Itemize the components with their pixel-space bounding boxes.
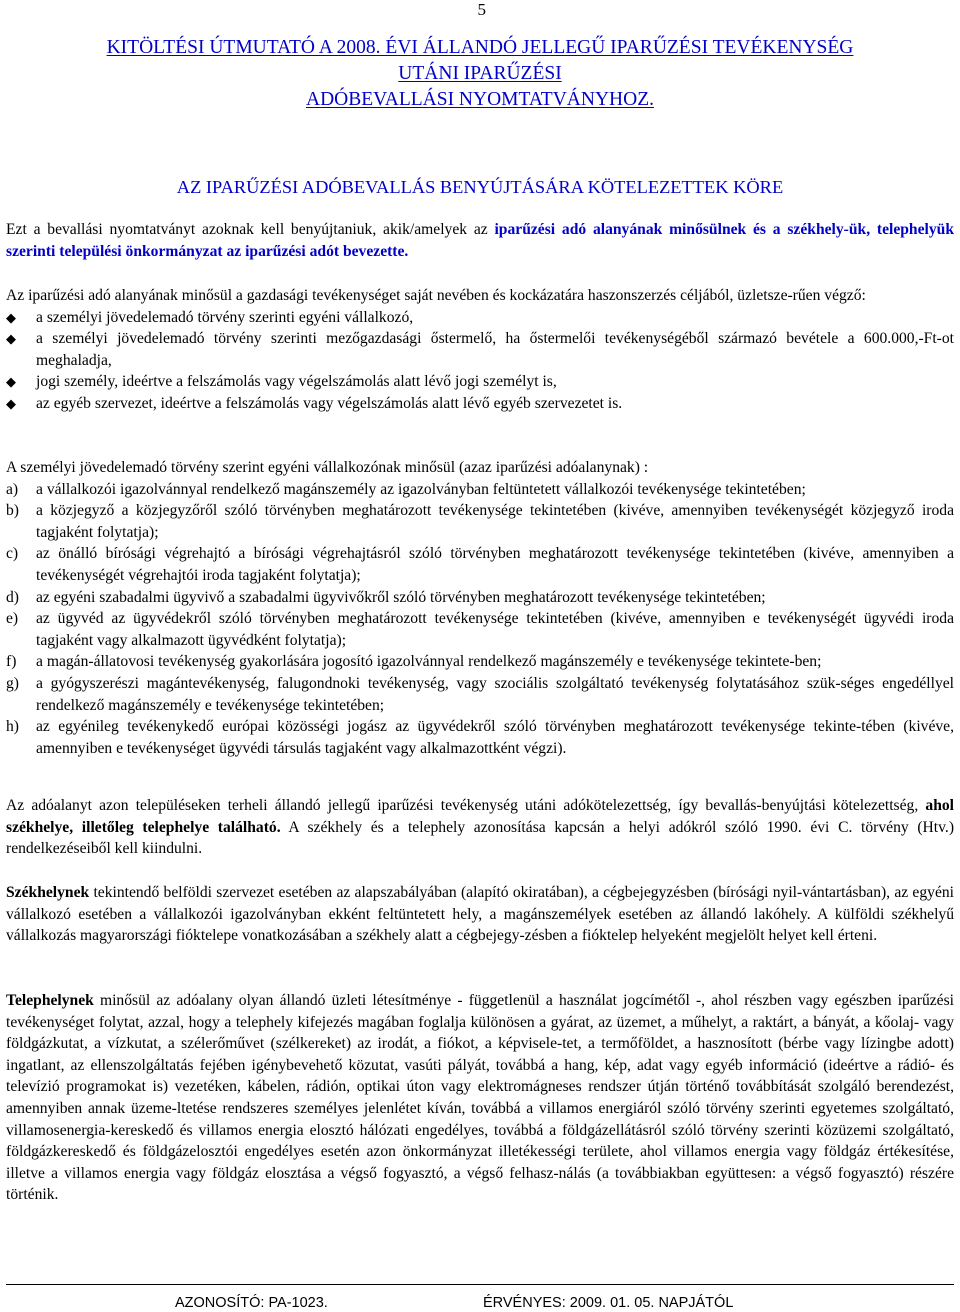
list-item	[6, 479, 954, 501]
list-item	[6, 608, 954, 651]
diamond-bullet-icon: ◆	[6, 331, 16, 347]
title-line-1: KITÖLTÉSI ÚTMUTATÓ A 2008. ÉVI ÁLLANDÓ JELLEGŰ IPARŰZÉSI TEVÉKENYSÉG	[106, 37, 854, 58]
bullet-item	[6, 307, 954, 329]
list-item	[6, 500, 954, 543]
diamond-bullet-icon: ◆	[6, 374, 16, 390]
item-label: f)	[6, 653, 17, 671]
section-heading: AZ IPARŰZÉSI ADÓBEVALLÁS BENYÚJTÁSÁRA KÖTELEZETTEK KÖRE	[176, 177, 784, 197]
obligation-bold: ahol székhelye, illetőleg telephelye található.	[6, 797, 954, 836]
bullet-text: jogi személy, ideértve a felszámolás vagy végelszámolás alatt lévő jogi személyt is,	[36, 373, 557, 391]
item-label: c)	[6, 545, 19, 563]
item-label: b)	[6, 502, 19, 520]
footer-divider	[6, 1284, 954, 1285]
sole-trader-intro: A személyi jövedelemadó törvény szerint egyéni vállalkozónak minősül (azaz iparűzési adóalanynak) :	[6, 459, 649, 476]
subject-bullet-list	[6, 307, 954, 415]
site-text: minősül az adóalany olyan állandó üzleti létesítménye - függetlenül a használat jogcímétől -, ahol részben vagy egészben iparűzési tevékenységet folytat, azzal, hogy a telephely kifejezés magában foglalja különösen a gyárat, az üzemet, a műhelyt, a raktárt, a bányát, a kőolaj- vagy földgázkutat, a vízkutat, a szélerőművet (szélkereket) az irodát, a fiókot, a képvisele-tet, a termőföldet, a hasznosított (bérbe vagy lízingbe adott) ingatlant, az ellenszolgáltatás fejében igénybevehető közutat, vasúti pályát, továbbá a hang, kép, adat vagy egyéb információ (ideértve a rádió- és televízió programokat is) vezetéken, kábelen, rádión, optikai úton vagy elektromágneses rendszer útján történő továbbítását szolgáló berendezést, amennyiben annak üzeme-ltetése rendszeres személyes jelenlétet kíván, továbbá a villamos energiáról szóló törvény szerinti egyetemes szolgáltató, villamosenergia-kereskedő és villamos energia elosztó hálózati engedélyes, továbbá a földgázellátásról szóló törvény szerinti közüzemi szolgáltató, földgázkereskedő és földgázelosztói engedélyes esetén azon önkormányzat illetékességi területe, ahol villamos energia vagy földgáz értékesítése, illetve a villamos energia vagy földgáz elosztása a végső fogyasztó, a végső felhasz-nálás (a továbbiakban együttesen: a végső fogyasztó) részére történik.	[6, 992, 954, 1204]
footer-identifier: AZONOSÍTÓ: PA-1023.	[175, 1295, 328, 1311]
item-text: az önálló bírósági végrehajtó a bírósági végrehajtásról szóló törvényben meghatározott tevékenysége tekintetében (kivéve, amennyiben a tevékenységét végrehajtói iroda tagjaként folytatja);	[36, 545, 954, 584]
bullet-item	[6, 371, 954, 393]
item-text: a közjegyző a közjegyzőről szóló törvényben meghatározott tevékenysége tekintetében (kivéve, amennyiben tevékenységét közjegyző iroda tagjaként folytatja);	[36, 502, 954, 541]
intro-plain: Ezt a bevallási nyomtatványt azoknak kell benyújtaniuk, akik/amelyek az	[6, 221, 495, 238]
diamond-bullet-icon: ◆	[6, 395, 16, 411]
subject-text: Az iparűzési adó alanyának minősül a gazdasági tevékenységet saját nevében és kockázatára haszonszerzés céljából, üzletsze-rűen végző:	[6, 287, 866, 304]
obligation-part-2: A székhely és a telephely azonosítása kapcsán a helyi adókról szóló 1990. évi C. törvény (Htv.) rendelkezéseiből kell kiindulni.	[6, 818, 955, 858]
item-label: e)	[6, 610, 19, 628]
page-number: 5	[477, 0, 486, 19]
site-paragraph	[6, 990, 954, 1206]
document-title	[6, 35, 954, 113]
list-item	[6, 716, 954, 759]
bullet-text: a személyi jövedelemadó törvény szerinti egyéni vállalkozó,	[36, 308, 414, 326]
title-line-3: ADÓBEVALLÁSI NYOMTATVÁNYHOZ.	[306, 89, 654, 110]
seat-paragraph	[6, 882, 954, 947]
intro-bold: iparűzési adó alanyának minősülnek és a székhely-ük, telephelyük szerinti települési önkormányzat az iparűzési adót bevezette.	[6, 221, 954, 260]
item-text: az egyénileg tevékenykedő európai közösségi jogász az ügyvédekről szóló törvényben meghatározott tevékenysége tekinte-tében (kivéve, amennyiben e tevékenységet ügyvédi társulás tagjaként vagy alkalmazottként végzi).	[36, 718, 954, 757]
item-label: h)	[6, 718, 19, 736]
bullet-item	[6, 328, 954, 371]
bullet-item	[6, 393, 954, 415]
sole-trader-section	[6, 457, 954, 759]
item-text: az egyéni szabadalmi ügyvivő a szabadalmi ügyvivőkről szóló törvényben meghatározott tevékenysége tekintetében;	[36, 588, 766, 606]
list-item	[6, 673, 954, 716]
diamond-bullet-icon: ◆	[6, 309, 16, 325]
list-item	[6, 651, 954, 673]
obligation-paragraph	[6, 795, 954, 860]
item-text: a magán-állatovosi tevékenység gyakorlására jogosító igazolvánnyal rendelkező magánszemély e tevékenysége tekintete-ben;	[36, 653, 822, 671]
item-text: a gyógyszerészi magántevékenység, falugondnoki tevékenység, vagy szociális szolgáltató tevékenység folytatásához szük-séges engedéllyel rendelkező magánszemély e tevékenysége tekintetében;	[36, 674, 954, 714]
subject-section	[6, 285, 954, 415]
bullet-text: a személyi jövedelemadó törvény szerinti mezőgazdasági őstermelő, ha őstermelői tevékenységéből származó bevétele a 600.000,-Ft-ot meghaladja,	[36, 330, 954, 369]
title-line-2: UTÁNI IPARŰZÉSI	[398, 63, 562, 84]
sole-trader-list	[6, 479, 954, 760]
list-item	[6, 587, 954, 609]
site-term: Telephelynek	[6, 992, 94, 1009]
intro-paragraph	[6, 219, 954, 262]
item-label: g)	[6, 674, 19, 692]
item-text: az ügyvéd az ügyvédekről szóló törvényben meghatározott tevékenysége tekintetében (kivéve, amennyiben e tevékenységét ügyvédi iroda tagjaként vagy alkalmazott ügyvédként folytatja);	[36, 610, 954, 649]
obligation-part-1: Az adóalanyt azon településeken terheli állandó jellegű iparűzési tevékenység utáni adókötelezettség, így bevallás-benyújtási kötelezettség,	[6, 797, 926, 814]
seat-term: Székhelynek	[6, 884, 90, 901]
bullet-text: az egyéb szervezet, ideértve a felszámolás vagy végelszámolás alatt lévő egyéb szervezetet is.	[36, 394, 623, 412]
item-label: a)	[6, 480, 19, 498]
list-item	[6, 543, 954, 586]
item-label: d)	[6, 588, 19, 606]
seat-text: tekintendő belföldi szervezet esetében az alapszabályában (alapító okiratában), a cégbejegyzésben (bírósági nyil-vántartásban), az egyéni vállalkozó esetében a vállalkozói igazolványban ekként feltüntetett hely, a magánszemélyek esetében az állandó lakóhely. A külföldi székhelyű vállalkozás magyarországi fióktelepe vonatkozásában a székhely alatt a cégbejegy-zésben a fióktelep helyeként megjelölt helyet kell érteni.	[6, 884, 954, 945]
item-text: a vállalkozói igazolvánnyal rendelkező magánszemély az igazolványban feltüntetett vállalkozói tevékenysége tekintetében;	[36, 480, 806, 498]
footer-validity: ÉRVÉNYES: 2009. 01. 05. NAPJÁTÓL	[483, 1295, 734, 1311]
